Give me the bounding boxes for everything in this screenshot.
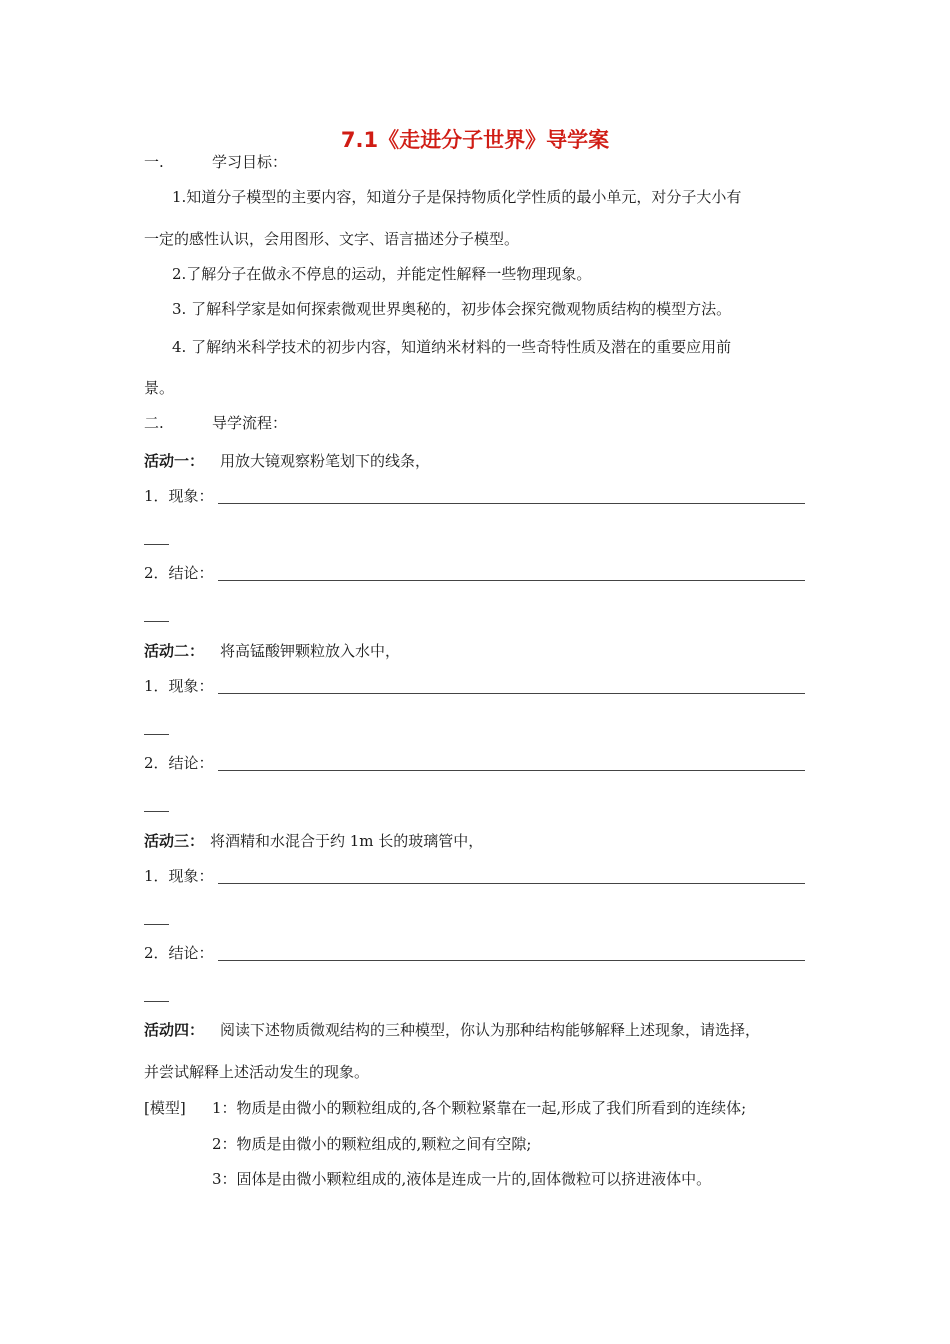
page-title: 7.1《走进分子世界》导学案	[340, 128, 610, 152]
goal-1-line-2: 一定的感性认识，会用图形、文字、语言描述分子模型。	[144, 230, 520, 248]
activity-text: 将高锰酸钾颗粒放入水中，	[220, 642, 401, 660]
conclusion-label: 2．结论：	[144, 754, 214, 772]
goal-3: 3. 了解科学家是如何探索微观世界奥秘的，初步体会探究微观物质结构的模型方法。	[172, 300, 732, 318]
phenomenon-label: 1．现象：	[144, 487, 214, 505]
goal-4-line-1: 4. 了解纳米科学技术的初步内容，知道纳米材料的一些奇特性质及潜在的重要应用前	[172, 338, 732, 356]
activity-label: 活动三：	[144, 832, 205, 850]
answer-line-tail	[144, 811, 169, 812]
answer-line-tail	[144, 734, 169, 735]
answer-line-tail	[144, 544, 169, 545]
answer-line[interactable]	[218, 580, 805, 581]
activity-text: 用放大镜观察粉笔划下的线条，	[220, 452, 431, 470]
answer-line-tail	[144, 924, 169, 925]
answer-line[interactable]	[218, 693, 805, 694]
activity-label: 活动一：	[144, 452, 205, 470]
model-2: 2：物质是由微小的颗粒组成的,颗粒之间有空隙;	[212, 1135, 532, 1153]
model-tag: [模型]	[144, 1099, 186, 1117]
answer-line-tail	[144, 621, 169, 622]
conclusion-label: 2．结论：	[144, 564, 214, 582]
answer-line[interactable]	[218, 960, 805, 961]
activity-text-line-2: 并尝试解释上述活动发生的现象。	[144, 1063, 370, 1081]
activity-text-line-1: 阅读下述物质微观结构的三种模型，你认为那种结构能够解释上述现象，请选择，	[220, 1021, 761, 1039]
section-number: 一.	[144, 153, 164, 171]
phenomenon-label: 1．现象：	[144, 677, 214, 695]
conclusion-label: 2．结论：	[144, 944, 214, 962]
section-number: 二.	[144, 414, 164, 432]
model-1: 1：物质是由微小的颗粒组成的,各个颗粒紧靠在一起,形成了我们所看到的连续体;	[212, 1099, 747, 1117]
answer-line-tail	[144, 1001, 169, 1002]
section-heading: 导学流程：	[212, 414, 288, 432]
goal-1-line-1: 1.知道分子模型的主要内容，知道分子是保持物质化学性质的最小单元，对分子大小有	[172, 188, 742, 206]
activity-label: 活动四：	[144, 1021, 205, 1039]
answer-line[interactable]	[218, 770, 805, 771]
activity-text: 将酒精和水混合于约 1m 长的玻璃管中，	[210, 832, 484, 850]
answer-line[interactable]	[218, 883, 805, 884]
activity-label: 活动二：	[144, 642, 205, 660]
answer-line[interactable]	[218, 503, 805, 504]
section-heading: 学习目标：	[212, 153, 288, 171]
model-3: 3：固体是由微小颗粒组成的,液体是连成一片的,固体微粒可以挤进液体中。	[212, 1170, 712, 1188]
goal-2: 2.了解分子在做永不停息的运动，并能定性解释一些物理现象。	[172, 265, 592, 283]
phenomenon-label: 1．现象：	[144, 867, 214, 885]
goal-4-line-2: 景。	[144, 379, 175, 397]
